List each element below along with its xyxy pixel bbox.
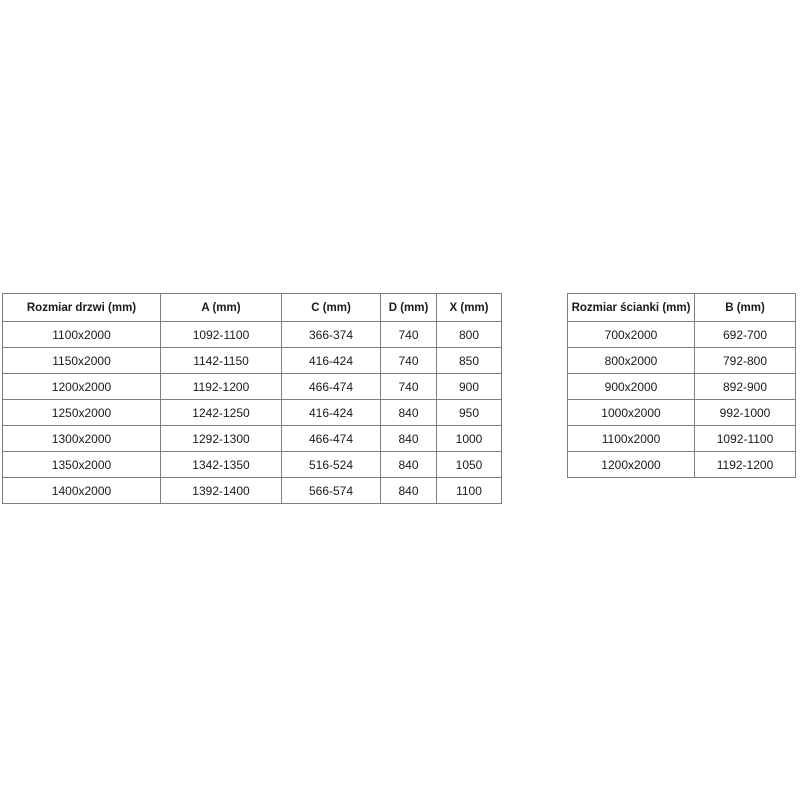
table-cell: 1000x2000 <box>568 400 695 426</box>
table-row <box>568 426 796 452</box>
table-row <box>3 322 502 348</box>
table-cell: 416-424 <box>282 400 381 426</box>
table-row <box>568 400 796 426</box>
table-cell: 900x2000 <box>568 374 695 400</box>
door-sizes-table <box>2 293 502 504</box>
header-row <box>568 294 796 322</box>
table-cell: 840 <box>381 478 437 504</box>
table-cell: 950 <box>437 400 502 426</box>
table-cell: 1150x2000 <box>3 348 161 374</box>
table-cell: 1092-1100 <box>161 322 282 348</box>
table-cell: 850 <box>437 348 502 374</box>
table-cell: 1092-1100 <box>695 426 796 452</box>
table-cell: 1192-1200 <box>161 374 282 400</box>
column-header: X (mm) <box>437 294 502 322</box>
table-cell: 1050 <box>437 452 502 478</box>
table-cell: 1250x2000 <box>3 400 161 426</box>
table-row <box>3 478 502 504</box>
column-header: B (mm) <box>695 294 796 322</box>
table-cell: 792-800 <box>695 348 796 374</box>
column-header: Rozmiar drzwi (mm) <box>3 294 161 322</box>
table-cell: 1400x2000 <box>3 478 161 504</box>
table-cell: 740 <box>381 374 437 400</box>
table-row <box>568 348 796 374</box>
table-row <box>3 374 502 400</box>
table-cell: 992-1000 <box>695 400 796 426</box>
table-cell: 1192-1200 <box>695 452 796 478</box>
table-cell: 840 <box>381 452 437 478</box>
table-cell: 466-474 <box>282 374 381 400</box>
table-cell: 1100 <box>437 478 502 504</box>
table-cell: 1350x2000 <box>3 452 161 478</box>
table-cell: 416-424 <box>282 348 381 374</box>
table-row <box>568 374 796 400</box>
table-row <box>3 348 502 374</box>
table-cell: 700x2000 <box>568 322 695 348</box>
table-cell: 1000 <box>437 426 502 452</box>
table-cell: 516-524 <box>282 452 381 478</box>
table-row <box>568 322 796 348</box>
table-cell: 800 <box>437 322 502 348</box>
header-row <box>3 294 502 322</box>
table-cell: 1242-1250 <box>161 400 282 426</box>
table-cell: 1342-1350 <box>161 452 282 478</box>
table-cell: 740 <box>381 322 437 348</box>
table-cell: 740 <box>381 348 437 374</box>
table-cell: 840 <box>381 400 437 426</box>
table-cell: 1100x2000 <box>568 426 695 452</box>
wall-panel-sizes-table <box>567 293 796 478</box>
table-row <box>3 452 502 478</box>
table-cell: 1292-1300 <box>161 426 282 452</box>
table-cell: 892-900 <box>695 374 796 400</box>
table-cell: 466-474 <box>282 426 381 452</box>
table-cell: 1200x2000 <box>568 452 695 478</box>
table-cell: 800x2000 <box>568 348 695 374</box>
column-header: A (mm) <box>161 294 282 322</box>
table-row <box>3 400 502 426</box>
column-header: D (mm) <box>381 294 437 322</box>
table-cell: 1200x2000 <box>3 374 161 400</box>
table-cell: 692-700 <box>695 322 796 348</box>
table-cell: 1100x2000 <box>3 322 161 348</box>
column-header: Rozmiar ścianki (mm) <box>568 294 695 322</box>
table-cell: 366-374 <box>282 322 381 348</box>
table-cell: 1142-1150 <box>161 348 282 374</box>
table-cell: 566-574 <box>282 478 381 504</box>
table-row <box>3 426 502 452</box>
table-cell: 1392-1400 <box>161 478 282 504</box>
table-row <box>568 452 796 478</box>
table-cell: 900 <box>437 374 502 400</box>
column-header: C (mm) <box>282 294 381 322</box>
table-cell: 840 <box>381 426 437 452</box>
table-cell: 1300x2000 <box>3 426 161 452</box>
